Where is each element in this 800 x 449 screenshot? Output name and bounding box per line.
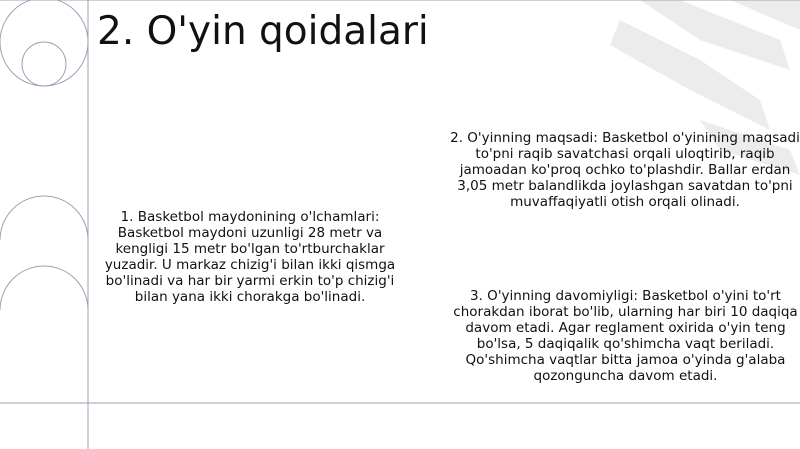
rule-court-dimensions: 1. Basketbol maydonining o'lchamlari: Basketbol maydoni uzunligi 28 metr va kengligi 15 metr bo'lgan to'rtburchaklar yuzadir. U markaz chizig'i bilan ikki qismga bo'linadi va har bir yarmi erkin to'p chizig'i bilan yana ikki chorakga bo'linadi. <box>104 209 396 305</box>
page-title: 2. O'yin qoidalari <box>97 9 429 54</box>
rule-game-objective: 2. O'yinning maqsadi: Basketbol o'yinining maqsadi to'pni raqib savatchasi orqali uloqtirib, raqib jamoadan ko'proq ochko to'plashdir. Ballar erdan 3,05 metr balandlikda joylashgan savatdan to'pni muvaffaqiyatli otish orqali olinadi. <box>450 130 800 210</box>
rule-game-duration: 3. O'yinning davomiyligi: Basketbol o'yini to'rt chorakdan iborat bo'lib, ularning har biri 10 daqiqa davom etadi. Agar reglament oxirida o'yin teng bo'lsa, 5 daqiqalik qo'shimcha vaqt beriladi. Qo'shimcha vaqtlar bitta jamoa o'yinda g'alaba qozonguncha davom etadi. <box>453 288 798 384</box>
